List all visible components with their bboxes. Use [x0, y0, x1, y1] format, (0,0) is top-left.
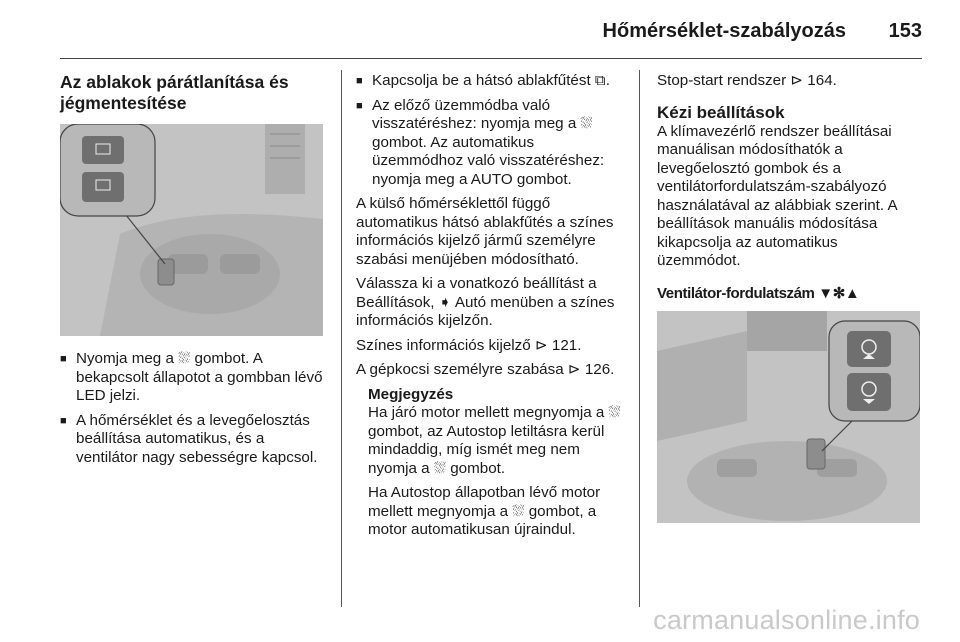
- note-paragraph: Ha Autostop állapotban lévő motor mellett megnyomja a ⛆ gombot, a motor automatikusan újraindul.: [368, 484, 601, 538]
- page-number: 153: [888, 20, 922, 42]
- note-box: [368, 386, 628, 540]
- paragraph: A külső hőmérséklettől függő automatikus hátsó ablakfűtés a színes információs kijelző jármű személyre szabási menüjében módosítható.: [356, 195, 614, 268]
- header-divider: [60, 58, 922, 59]
- column-1: [60, 72, 326, 473]
- note-paragraph: Ha járó motor mellett megnyomja a ⛆ gombot, az Autostop letiltásra kerül mindaddig, míg ismét meg nem nyomja a ⛆ gombot.: [368, 404, 621, 477]
- list-item: ■ Nyomja meg a ⛆ gombot. A bekapcsolt állapotot a gombban lévő LED jelzi.: [60, 350, 326, 406]
- cross-reference: Stop-start rendszer ⊳ 164.: [657, 72, 837, 89]
- list-item: ■ A hőmérséklet és a levegőelosztás beállítása automatikus, és a ventilátor nagy sebességre kapcsol.: [60, 412, 326, 468]
- rear-window-steps: [356, 72, 628, 189]
- page-header: [60, 14, 922, 48]
- column-divider-1: [341, 70, 342, 607]
- page-title: Hőmérséklet-szabályozás: [602, 20, 846, 42]
- column-divider-2: [639, 70, 640, 607]
- defrost-button-photo: [60, 124, 323, 336]
- cross-reference: Színes információs kijelző ⊳ 121.: [356, 336, 582, 354]
- column-3: [657, 72, 923, 523]
- cross-reference: A gépkocsi személyre szabása ⊳ 126.: [356, 361, 615, 378]
- defrost-steps: [60, 350, 326, 467]
- subheading-fan-speed: Ventilátor-fordulatszám ▼✻▲: [657, 284, 860, 302]
- fan-speed-photo: [657, 311, 920, 523]
- column-2: [356, 72, 628, 546]
- list-item: ■ Kapcsolja be a hátsó ablakfűtést ⧉.: [356, 72, 628, 91]
- fan-control-illustration: [657, 311, 920, 523]
- console-illustration: [60, 124, 323, 336]
- list-item: ■ Az előző üzemmódba való visszatéréshez: nyomja meg a ⛆ gombot. Az automatikus üzemmódhoz való visszatéréshez: nyomja meg a AUTO gombot.: [356, 97, 628, 190]
- section-heading-defrost: Az ablakok párátlanítása és jégmentesítése: [60, 72, 289, 113]
- paragraph: A klímavezérlő rendszer beállításai manuálisan módosíthatók a levegőelosztó gombok és a ventilátorfordulatszám-szabályozó használatával az alábbiak szerint. A beállítások manuális módosítása kikapcsolja az automatikus üzemmódot.: [657, 122, 897, 269]
- section-heading-manual: Kézi beállítások: [657, 102, 785, 122]
- paragraph: Válassza ki a vonatkozó beállítást a Beállítások, ➧ Autó menüben a színes információs kijelzőn.: [356, 275, 615, 329]
- watermark: carmanualsonline.info: [653, 605, 920, 635]
- note-title: Megjegyzés: [368, 385, 454, 403]
